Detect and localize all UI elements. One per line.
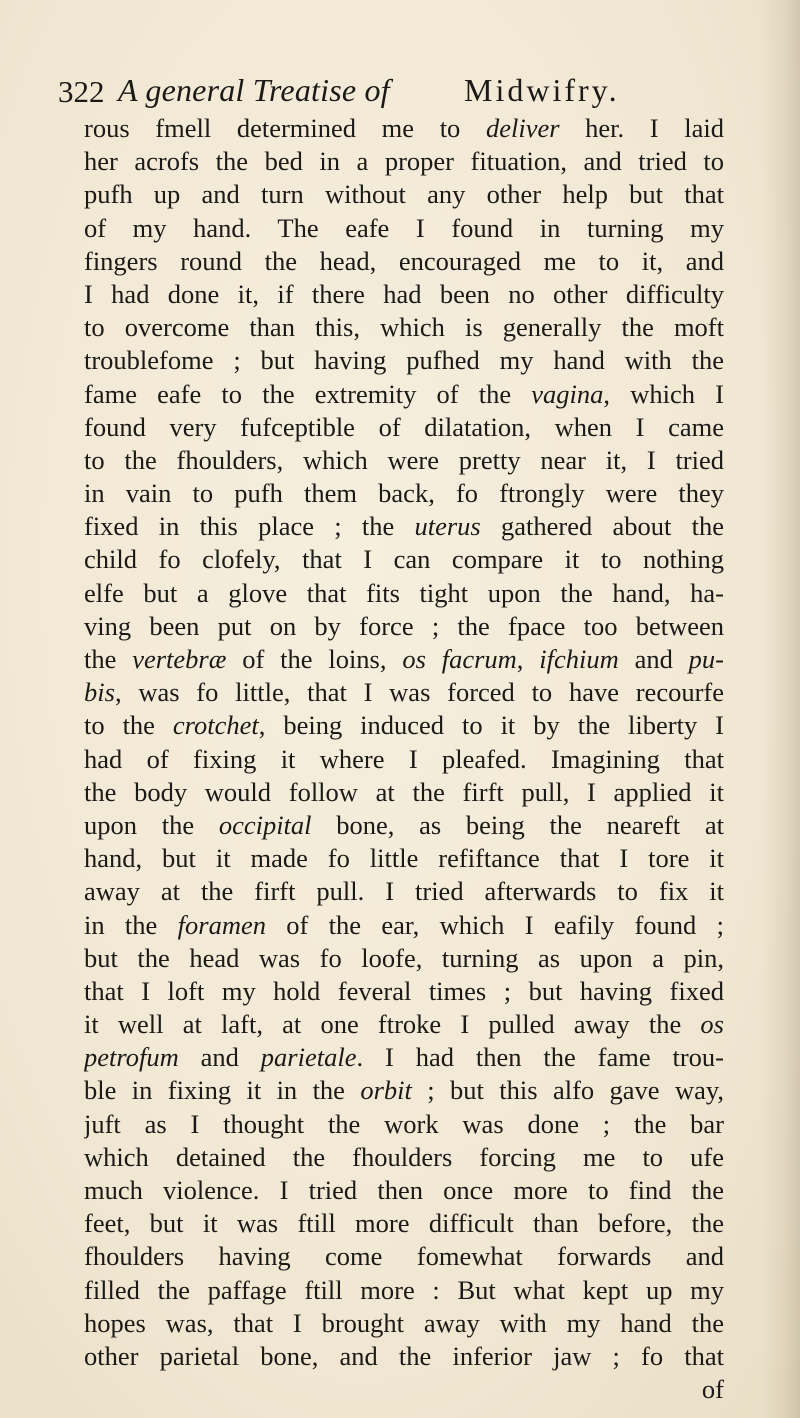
text-line: hand, but it made fo little refiftance that I tore it	[84, 843, 724, 874]
italic-term: occipital	[218, 809, 312, 840]
text-line: had of fixing it where I pleafed. Imagining that	[84, 743, 724, 774]
text-line: feet, but it was ftill more difficult than before, the	[84, 1208, 724, 1239]
page-number: 322	[58, 74, 105, 109]
text-line: troublefome ; but having pufhed my hand with the	[84, 345, 724, 376]
text-line: to the fhoulders, which were pretty near it, I tried	[84, 444, 724, 475]
text-line: juft as I thought the work was done ; the bar	[84, 1108, 724, 1139]
text-line: which detained the fhoulders forcing me to ufe	[84, 1141, 724, 1172]
italic-term: vagina	[531, 378, 604, 409]
text-line: child fo clofely, that I can compare it to nothing	[84, 544, 724, 575]
text-line: I had done it, if there had been no other difficulty	[84, 278, 724, 309]
text-line: the vertebræ of the loins, os facrum, ifchium and pu-	[84, 644, 724, 674]
text-line: it well at laft, at one ftroke I pulled away the os	[84, 1009, 724, 1040]
text-line: in the foramen of the ear, which I eafily found ;	[84, 909, 724, 940]
text-line: filled the paffage ftill more : But what kept up my	[84, 1274, 724, 1305]
text-line: her acrofs the bed in a proper fituation, and tried to	[84, 146, 724, 177]
body-text	[84, 112, 724, 1406]
text-line: that I loft my hold feveral times ; but having fixed	[84, 975, 724, 1006]
italic-term: parietale	[260, 1042, 357, 1073]
page-header	[58, 68, 718, 112]
running-title-subject: Midwifry.	[464, 72, 620, 108]
text-line: the body would follow at the firft pull, I applied it	[84, 776, 724, 807]
text-line: much violence. I tried then once more to find the	[84, 1175, 724, 1205]
text-line: bis, was fo little, that I was forced to have recourfe	[84, 677, 724, 708]
italic-term: orbit	[360, 1075, 412, 1106]
text-line: of my hand. The eafe I found in turning my	[84, 212, 724, 243]
text-line: fixed in this place ; the uterus gathered about the	[84, 511, 724, 542]
text-line: of	[701, 1374, 724, 1405]
italic-term: os facrum	[402, 644, 517, 674]
italic-term: petrofum	[84, 1042, 179, 1073]
italic-term: os	[700, 1009, 724, 1040]
text-line: in vain to pufh them back, fo ftrongly were they	[84, 478, 724, 509]
italic-term: foramen	[177, 909, 266, 940]
italic-term: vertebræ	[132, 644, 227, 674]
text-line: ble in fixing it in the orbit ; but this alfo gave way,	[84, 1075, 724, 1106]
text-line: fhoulders having come fomewhat forwards and	[84, 1241, 724, 1272]
text-line: elfe but a glove that fits tight upon the hand, ha-	[84, 577, 724, 608]
running-title: A general Treatise of	[118, 72, 390, 108]
text-line: ving been put on by force ; the fpace too between	[84, 610, 724, 641]
text-line: rous fmell determined me to deliver her. I laid	[84, 113, 724, 143]
text-line: but the head was fo loofe, turning as upon a pin,	[84, 942, 724, 973]
text-line: fingers round the head, encouraged me to it, and	[84, 245, 724, 276]
italic-term: bis	[84, 677, 115, 708]
italic-term: uterus	[414, 511, 481, 542]
text-line: pufh up and turn without any other help but that	[84, 179, 724, 210]
text-line: to the crotchet, being induced to it by the liberty I	[84, 710, 724, 741]
text-line: fame eafe to the extremity of the vagina, which I	[84, 378, 724, 409]
text-line: to overcome than this, which is generally the moft	[84, 312, 724, 343]
page-edge-shadow	[762, 0, 800, 1418]
text-line: away at the firft pull. I tried afterwards to fix it	[84, 876, 724, 907]
text-line: found very fufceptible of dilatation, when I came	[84, 411, 724, 442]
italic-term: crotchet	[172, 710, 259, 741]
text-line: other parietal bone, and the inferior jaw ; fo that	[84, 1340, 724, 1371]
italic-term: ifchium	[539, 644, 619, 674]
italic-term: pu-	[688, 644, 724, 674]
text-line: hopes was, that I brought away with my hand the	[84, 1307, 724, 1338]
italic-term: deliver	[485, 113, 560, 143]
text-line: petrofum and parietale. I had then the fame trou-	[84, 1042, 724, 1073]
text-line: upon the occipital bone, as being the neareft at	[84, 809, 724, 840]
